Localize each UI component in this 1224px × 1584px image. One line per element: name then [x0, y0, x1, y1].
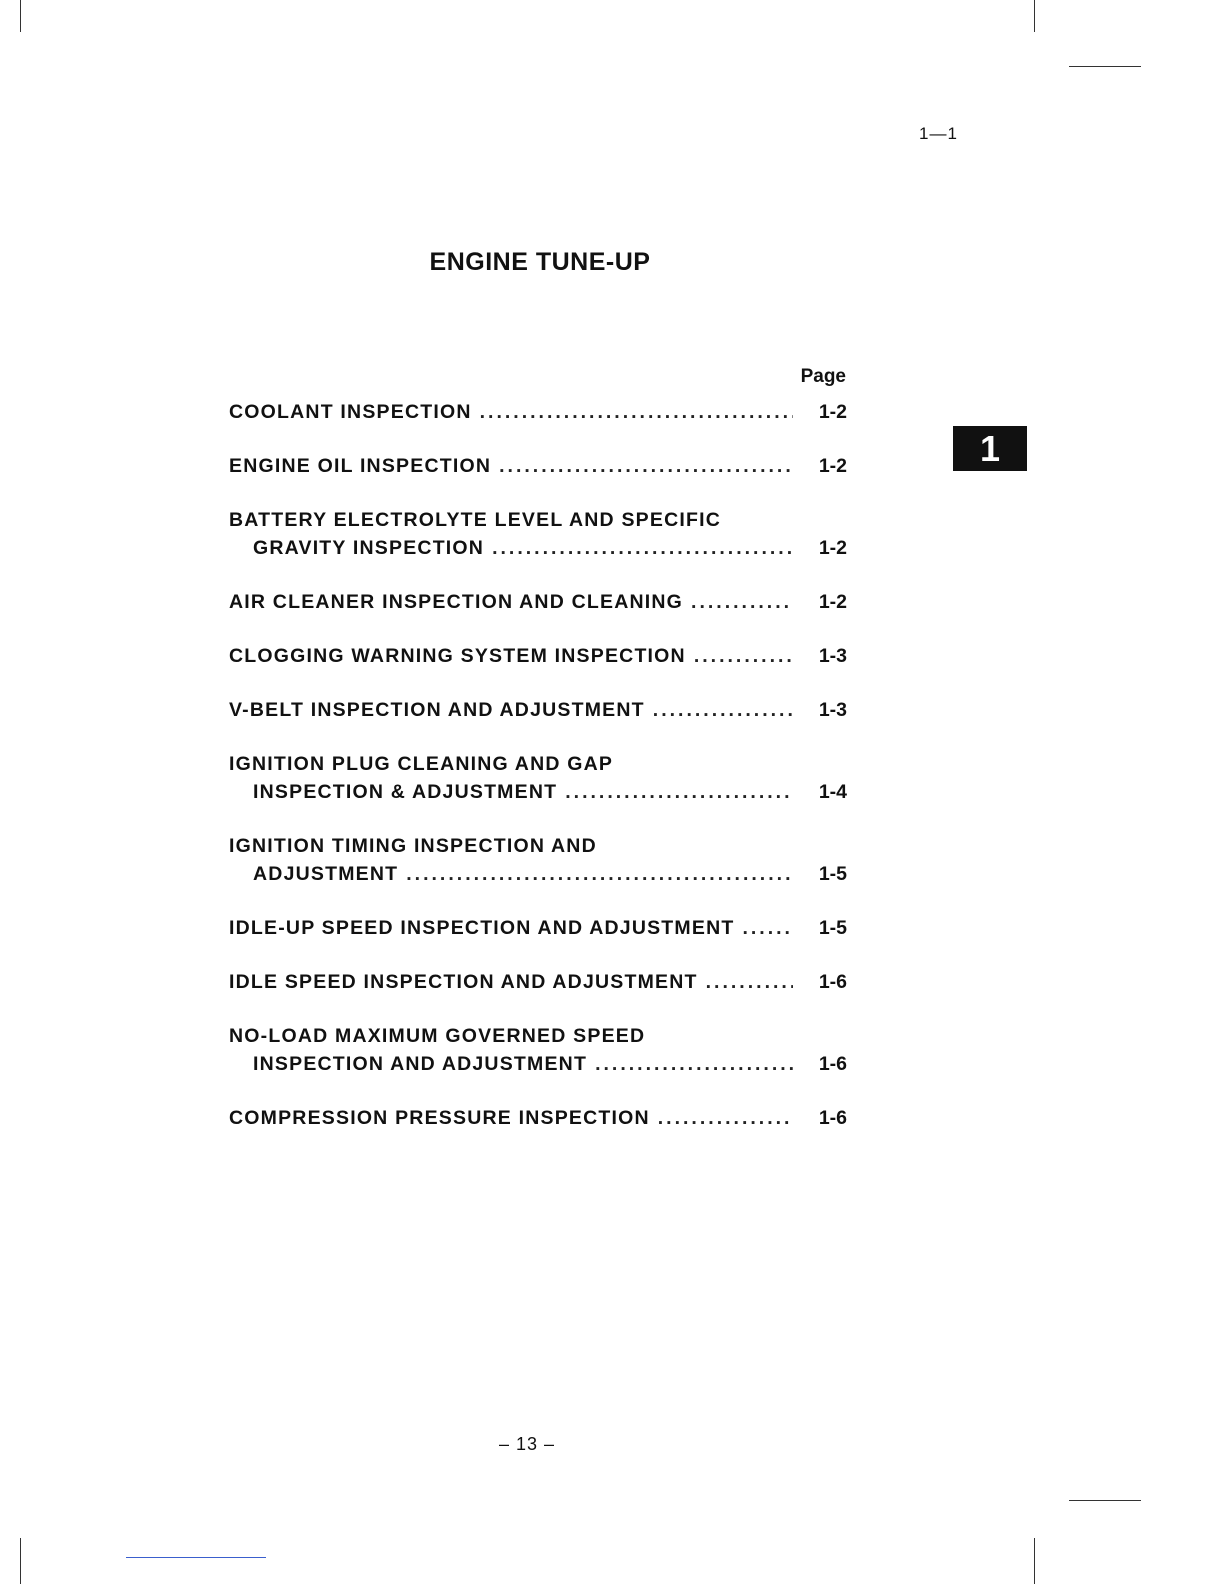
toc-entry-title: BATTERY ELECTROLYTE LEVEL AND SPECIFIC: [229, 509, 721, 531]
toc-entry: [229, 750, 847, 806]
crop-mark-right-upper: [1069, 66, 1141, 67]
dot-leader: [480, 398, 793, 426]
dot-leader: [492, 534, 793, 562]
page-code: 1—1: [919, 124, 958, 143]
section-tab: 1: [953, 426, 1027, 471]
dot-leader: [565, 778, 793, 806]
toc-page-number: 1-3: [818, 699, 847, 721]
toc-entry: [229, 968, 847, 996]
toc-entry-title: COMPRESSION PRESSURE INSPECTION: [229, 1107, 650, 1129]
toc-page-number: 1-2: [818, 401, 847, 423]
toc-entry: [229, 588, 847, 616]
dot-leader: [694, 642, 793, 670]
toc-entry-title: V-BELT INSPECTION AND ADJUSTMENT: [229, 699, 645, 721]
toc-page-number: 1-2: [818, 455, 847, 477]
toc-entry-title: IDLE SPEED INSPECTION AND ADJUSTMENT: [229, 971, 698, 993]
crop-mark-right-lower: [1069, 1500, 1141, 1501]
toc-page-number: 1-6: [818, 1107, 847, 1129]
toc-entry-title-continued: INSPECTION AND ADJUSTMENT: [253, 1053, 588, 1075]
toc-entry: [229, 506, 847, 562]
page-column-heading: Page: [800, 366, 846, 387]
toc-entry: [229, 914, 847, 942]
page-title: ENGINE TUNE-UP: [429, 248, 651, 276]
toc-entry-title: CLOGGING WARNING SYSTEM INSPECTION: [229, 645, 686, 667]
toc-page-number: 1-2: [818, 591, 847, 613]
crop-mark-bottom-left: [20, 1538, 21, 1584]
toc-entry: [229, 1022, 847, 1078]
toc-page-number: 1-5: [818, 917, 847, 939]
toc-entry: [229, 832, 847, 888]
dot-leader: [658, 1104, 793, 1132]
toc-entry-title: ENGINE OIL INSPECTION: [229, 455, 492, 477]
toc-entry-title-continued: INSPECTION & ADJUSTMENT: [253, 781, 558, 803]
dot-leader: [691, 588, 793, 616]
toc-page-number: 1-3: [818, 645, 847, 667]
toc-entry-title: NO-LOAD MAXIMUM GOVERNED SPEED: [229, 1025, 646, 1047]
toc-entry-title: IDLE-UP SPEED INSPECTION AND ADJUSTMENT: [229, 917, 735, 939]
toc-page-number: 1-2: [818, 537, 847, 559]
toc-entry-title-continued: ADJUSTMENT: [253, 863, 399, 885]
toc-entry-title: IGNITION PLUG CLEANING AND GAP: [229, 753, 614, 775]
toc-page-number: 1-6: [818, 971, 847, 993]
dot-leader: [499, 452, 793, 480]
dot-leader: [706, 968, 793, 996]
crop-mark-top-right: [1034, 0, 1035, 32]
toc-entry-title: IGNITION TIMING INSPECTION AND: [229, 835, 597, 857]
toc-page-number: 1-6: [818, 1053, 847, 1075]
toc-entry: [229, 642, 847, 670]
toc-entry: [229, 1104, 847, 1132]
dot-leader: [406, 860, 793, 888]
crop-mark-top-left: [20, 0, 21, 32]
toc-entry-title: COOLANT INSPECTION: [229, 401, 472, 423]
toc-entry: [229, 398, 847, 426]
dot-leader: [595, 1050, 793, 1078]
toc-entry: [229, 452, 847, 480]
dot-leader: [742, 914, 793, 942]
toc-entry-title: AIR CLEANER INSPECTION AND CLEANING: [229, 591, 684, 613]
toc-entry-title-continued: GRAVITY INSPECTION: [253, 537, 485, 559]
toc-page-number: 1-4: [818, 781, 847, 803]
table-of-contents: [229, 398, 847, 1158]
dot-leader: [653, 696, 793, 724]
crop-mark-bottom-right: [1034, 1538, 1035, 1584]
toc-page-number: 1-5: [818, 863, 847, 885]
bottom-blue-rule: [126, 1557, 266, 1558]
toc-entry: [229, 696, 847, 724]
page-number-footer: – 13 –: [498, 1434, 556, 1454]
